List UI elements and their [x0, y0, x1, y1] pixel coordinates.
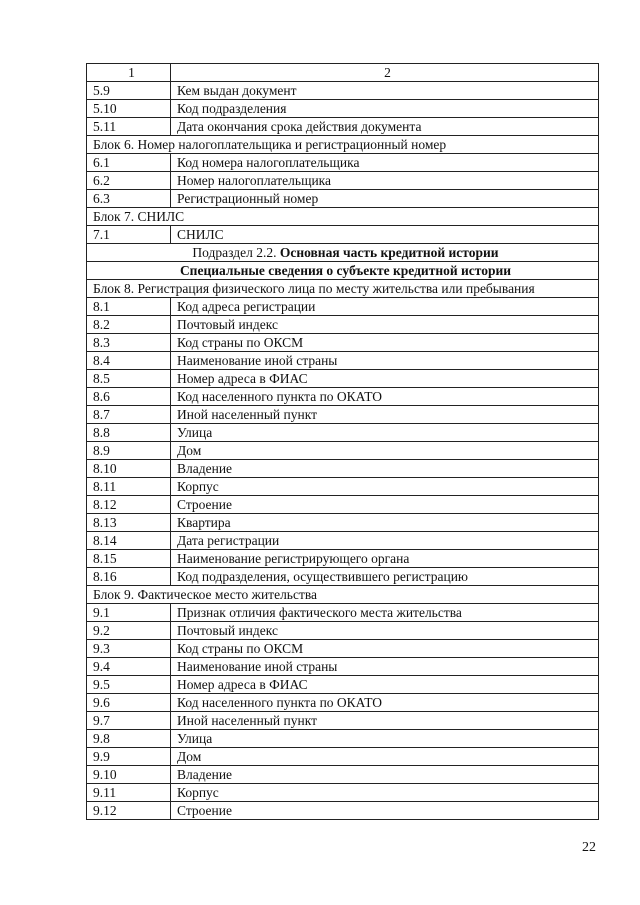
field-name: Код подразделения, осуществившего регистрацию: [171, 568, 599, 586]
field-name: Признак отличия фактического места жительства: [171, 604, 599, 622]
data-fields-table: [86, 63, 599, 820]
field-number: 9.6: [87, 694, 171, 712]
field-name: Почтовый индекс: [171, 316, 599, 334]
field-number: 8.2: [87, 316, 171, 334]
field-number: 8.6: [87, 388, 171, 406]
table-row: [87, 766, 599, 784]
table-row: [87, 784, 599, 802]
table-row: [87, 622, 599, 640]
field-number: 9.11: [87, 784, 171, 802]
field-number: 6.1: [87, 154, 171, 172]
block-7-heading-row: [87, 208, 599, 226]
block-8-heading-row: [87, 280, 599, 298]
field-name: Иной населенный пункт: [171, 406, 599, 424]
field-name: Номер налогоплательщика: [171, 172, 599, 190]
table-row: [87, 532, 599, 550]
field-number: 9.8: [87, 730, 171, 748]
block-6-heading: Блок 6. Номер налогоплательщика и регистрационный номер: [87, 136, 599, 154]
field-number: 8.8: [87, 424, 171, 442]
field-name: Код страны по ОКСМ: [171, 640, 599, 658]
field-name: Корпус: [171, 784, 599, 802]
field-name: Иной населенный пункт: [171, 712, 599, 730]
field-name: Код населенного пункта по ОКАТО: [171, 388, 599, 406]
field-number: 8.10: [87, 460, 171, 478]
field-number: 8.5: [87, 370, 171, 388]
table-header-row: [87, 64, 599, 82]
table-row: [87, 424, 599, 442]
field-name: Код адреса регистрации: [171, 298, 599, 316]
field-name: Код подразделения: [171, 100, 599, 118]
table-row: [87, 172, 599, 190]
block-7-heading: Блок 7. СНИЛС: [87, 208, 599, 226]
table-row: [87, 190, 599, 208]
field-number: 8.15: [87, 550, 171, 568]
field-number: 5.10: [87, 100, 171, 118]
field-name: Наименование регистрирующего органа: [171, 550, 599, 568]
field-number: 8.12: [87, 496, 171, 514]
field-name: Дом: [171, 748, 599, 766]
field-name: Квартира: [171, 514, 599, 532]
field-number: 7.1: [87, 226, 171, 244]
field-number: 8.7: [87, 406, 171, 424]
page-number: 22: [582, 840, 596, 855]
field-number: 8.16: [87, 568, 171, 586]
field-name: СНИЛС: [171, 226, 599, 244]
field-name: Регистрационный номер: [171, 190, 599, 208]
special-heading-row: [87, 262, 599, 280]
field-name: Улица: [171, 730, 599, 748]
field-number: 8.1: [87, 298, 171, 316]
table-row: [87, 802, 599, 820]
field-number: 8.9: [87, 442, 171, 460]
subsection-title: Основная часть кредитной истории: [279, 245, 499, 260]
table-row: [87, 658, 599, 676]
table-row: [87, 514, 599, 532]
field-name: Строение: [171, 802, 599, 820]
table-row: [87, 604, 599, 622]
table-row: [87, 118, 599, 136]
field-name: Наименование иной страны: [171, 658, 599, 676]
table-row: [87, 640, 599, 658]
field-number: 9.4: [87, 658, 171, 676]
field-name: Почтовый индекс: [171, 622, 599, 640]
field-number: 8.4: [87, 352, 171, 370]
table-row: [87, 550, 599, 568]
field-number: 8.11: [87, 478, 171, 496]
subsection-row: [87, 244, 599, 262]
field-number: 9.10: [87, 766, 171, 784]
subsection-heading: [87, 244, 599, 262]
block-8-heading: Блок 8. Регистрация физического лица по месту жительства или пребывания: [87, 280, 599, 298]
table-row: [87, 676, 599, 694]
column-number-1: 1: [87, 64, 171, 82]
block-6-heading-row: [87, 136, 599, 154]
table-row: [87, 100, 599, 118]
field-number: 5.11: [87, 118, 171, 136]
table-row: [87, 388, 599, 406]
table-row: [87, 748, 599, 766]
field-name: Владение: [171, 766, 599, 784]
field-name: Корпус: [171, 478, 599, 496]
field-name: Код населенного пункта по ОКАТО: [171, 694, 599, 712]
table-row: [87, 334, 599, 352]
table-row: [87, 316, 599, 334]
field-name: Наименование иной страны: [171, 352, 599, 370]
field-number: 9.2: [87, 622, 171, 640]
special-info-heading: Специальные сведения о субъекте кредитной истории: [87, 262, 599, 280]
field-number: 8.13: [87, 514, 171, 532]
field-name: Владение: [171, 460, 599, 478]
subsection-prefix: Подраздел 2.2.: [192, 245, 280, 260]
field-name: Номер адреса в ФИАС: [171, 370, 599, 388]
table-row: [87, 352, 599, 370]
table-row: [87, 298, 599, 316]
field-number: 6.3: [87, 190, 171, 208]
table-row: [87, 694, 599, 712]
field-number: 9.9: [87, 748, 171, 766]
field-number: 9.12: [87, 802, 171, 820]
block-9-heading: Блок 9. Фактическое место жительства: [87, 586, 599, 604]
field-name: Дом: [171, 442, 599, 460]
field-name: Улица: [171, 424, 599, 442]
field-number: 9.3: [87, 640, 171, 658]
table-row: [87, 730, 599, 748]
field-number: 9.7: [87, 712, 171, 730]
field-number: 9.5: [87, 676, 171, 694]
table-row: [87, 460, 599, 478]
field-name: Строение: [171, 496, 599, 514]
table-row: [87, 712, 599, 730]
field-number: 8.3: [87, 334, 171, 352]
block-9-heading-row: [87, 586, 599, 604]
field-name: Дата регистрации: [171, 532, 599, 550]
column-number-2: 2: [171, 64, 599, 82]
table-row: [87, 568, 599, 586]
table-row: [87, 82, 599, 100]
field-name: Дата окончания срока действия документа: [171, 118, 599, 136]
table-row: [87, 406, 599, 424]
field-number: 5.9: [87, 82, 171, 100]
field-number: 8.14: [87, 532, 171, 550]
field-number: 6.2: [87, 172, 171, 190]
field-number: 9.1: [87, 604, 171, 622]
table-row: [87, 478, 599, 496]
table-row: [87, 370, 599, 388]
table-row: [87, 442, 599, 460]
field-name: Кем выдан документ: [171, 82, 599, 100]
table-row: [87, 226, 599, 244]
field-name: Код номера налогоплательщика: [171, 154, 599, 172]
table-row: [87, 154, 599, 172]
field-name: Код страны по ОКСМ: [171, 334, 599, 352]
field-name: Номер адреса в ФИАС: [171, 676, 599, 694]
table-row: [87, 496, 599, 514]
